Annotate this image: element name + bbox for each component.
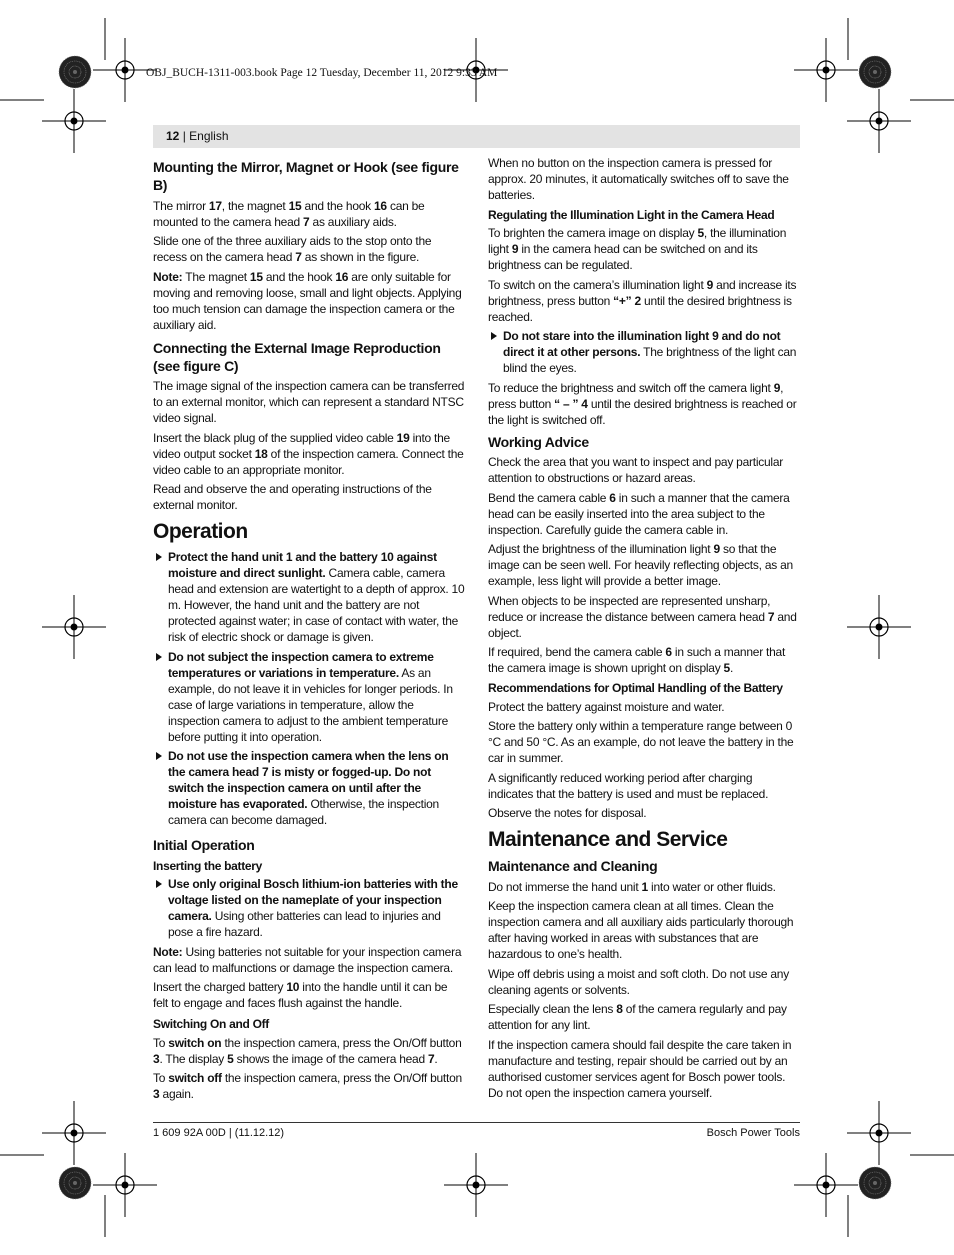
cleaning-heading: Maintenance and Cleaning xyxy=(488,858,658,874)
clean-paragraph-5: If the inspection camera should fail despite the care taken in manufacture and testing, repair should be carried out by an authorised customer services agent for Bosch power tools. Do not open the inspection camera yourself. xyxy=(488,1037,792,1100)
right-column xyxy=(488,155,800,1104)
battery-note: Note: Using batteries not suitable for your inspection camera can lead to malfunctions or damage the inspection camera. xyxy=(153,944,462,975)
warning-fogged-lens: Do not use the inspection camera when the lens on the camera head 7 is misty or fogged-up. Do not switch the inspection camera on until after the moisture has evaporated. Otherwise, the inspection camera can become damaged. xyxy=(153,748,465,828)
warning-arrow-icon xyxy=(491,332,497,340)
running-header-bar xyxy=(153,125,800,148)
warning-arrow-icon xyxy=(156,653,162,661)
connect-paragraph-2: Insert the black plug of the supplied video cable 19 into the video output socket 18 of the inspection camera. Connect the video cable to an appropriate monitor. xyxy=(153,430,464,477)
illumination-heading: Regulating the Illumination Light in the Camera Head xyxy=(488,207,775,222)
recommend-paragraph-3: A significantly reduced working period after charging indicates that the battery is used and must be replaced. xyxy=(488,770,769,801)
battery-paragraph: Insert the charged battery 10 into the handle until it can be felt to engage and faces flush against the handle. xyxy=(153,980,448,1010)
clean-paragraph-1: Do not immerse the hand unit 1 into water or other fluids. xyxy=(488,879,776,894)
advice-paragraph-1: Check the area that you want to inspect and pay particular attention to obstructions or hazard areas. xyxy=(488,455,784,485)
header-language: English xyxy=(189,129,229,143)
recommend-paragraph-4: Observe the notes for disposal. xyxy=(488,806,647,820)
footer-doc-number: 1 609 92A 00D | (11.12.12) xyxy=(153,1127,285,1139)
advice-paragraph-2: Bend the camera cable 6 in such a manner that the camera head can be easily inserted into the area subject to the inspection. Carefully guide the camera cable in. xyxy=(488,490,790,537)
warning-arrow-icon xyxy=(156,752,162,760)
advice-paragraph-3: Adjust the brightness of the illumination light 9 so that the image can be seen well. For heavily reflecting objects, as an example, less light will provide a better image. xyxy=(488,542,793,588)
clean-paragraph-2: Keep the inspection camera clean at all times. Clean the inspection camera and all auxiliary aids particularly thorough after having worked in areas with substances that are hazardous to one’s health. xyxy=(488,899,794,961)
advice-paragraph-5: If required, bend the camera cable 6 in such a manner that the camera image is shown upright on display 5. xyxy=(488,645,786,675)
recommend-paragraph-2: Store the battery only within a temperature range between 0 °C and 50 °C. As an example, do not leave the battery in the car in summer. xyxy=(488,719,794,765)
mirror-paragraph-1: The mirror 17, the magnet 15 and the hook 16 can be mounted to the camera head 7 as auxiliary aids. xyxy=(153,198,425,229)
switch-on-paragraph: To switch on the inspection camera, press the On/Off button 3. The display 5 shows the image of the camera head 7. xyxy=(153,1035,462,1066)
illumination-paragraph-1: To brighten the camera image on display 5, the illumination light 9 in the camera head can be switched on and its brightness can be regulated. xyxy=(488,226,787,272)
advice-paragraph-4: When objects to be inspected are represented unsharp, reduce or increase the distance between camera head 7 and object. xyxy=(488,593,797,640)
connect-paragraph-3: Read and observe the and operating instructions of the external monitor. xyxy=(153,482,432,512)
warning-moisture: Protect the hand unit 1 and the battery 10 against moisture and direct sunlight. Camera cable, camera head and extension are watertight to a depth of approx. 10 m. However, the hand unit and the battery are not protected against water; in case of contact with water, the risk of electric shock or damage is given. xyxy=(153,549,465,645)
running-header xyxy=(166,129,229,143)
connect-paragraph-1: The image signal of the inspection camera can be transferred to an external monitor, which can represent a standard NTSC video signal. xyxy=(153,379,465,425)
warning-arrow-icon xyxy=(156,553,162,561)
operation-heading: Operation xyxy=(153,520,248,543)
switch-off-paragraph: To switch off the inspection camera, press the On/Off button 3 again. xyxy=(153,1071,462,1101)
warning-original-batteries: Use only original Bosch lithium-ion batteries with the voltage listed on the nameplate of your inspection camera. Using other batteries can lead to injuries and pose a fire hazard. xyxy=(153,876,465,940)
inserting-battery-heading: Inserting the battery xyxy=(153,858,263,873)
working-advice-heading: Working Advice xyxy=(488,433,589,450)
mirror-paragraph-2: Slide one of the three auxiliary aids to the stop onto the recess on the camera head 7 as shown in the figure. xyxy=(153,234,432,264)
initial-operation-heading: Initial Operation xyxy=(153,837,255,853)
recommend-paragraph-1: Protect the battery against moisture and water. xyxy=(488,699,725,714)
header-separator: | xyxy=(179,129,190,143)
auto-off-paragraph: When no button on the inspection camera is pressed for approx. 20 minutes, it automatically switches off to save the batteries. xyxy=(488,156,789,202)
footer-brand: Bosch Power Tools xyxy=(706,1127,800,1139)
warning-illumination: Do not stare into the illumination light 9 and do not direct it at other persons. The brightness of the light can blind the eyes. xyxy=(488,328,800,376)
mirror-note: Note: The magnet 15 and the hook 16 are only suitable for moving and removing loose, small and light objects. Applying too much tension can damage the inspection camera or the auxiliary aid. xyxy=(153,269,462,332)
battery-recommendations-heading: Recommendations for Optimal Handling of the Battery xyxy=(488,681,783,695)
illumination-paragraph-3: To reduce the brightness and switch off the camera light 9, press button “ – ” 4 until the desired brightness is reached or the light is switched off. xyxy=(488,380,797,427)
page-number: 12 xyxy=(166,129,180,143)
warning-arrow-icon xyxy=(156,880,162,888)
clean-paragraph-3: Wipe off debris using a moist and soft cloth. Do not use any cleaning agents or solvents. xyxy=(488,966,789,997)
connect-heading: Connecting the External Image Reproduction (see figure C) xyxy=(153,339,441,374)
print-slug: OBJ_BUCH-1311-003.book Page 12 Tuesday, December 11, 2012 9:33 AM xyxy=(146,67,498,79)
maintenance-heading: Maintenance and Service xyxy=(488,828,728,851)
illumination-paragraph-2: To switch on the camera’s illumination light 9 and increase its brightness, press button “+” 2 until the desired brightness is reached. xyxy=(488,277,797,324)
left-column xyxy=(153,155,465,1106)
switching-heading: Switching On and Off xyxy=(153,1017,269,1031)
footer-rule xyxy=(153,1122,800,1123)
mirror-heading: Mounting the Mirror, Magnet or Hook (see figure B) xyxy=(153,159,459,193)
warning-temperature: Do not subject the inspection camera to extreme temperatures or variations in temperature. As an example, do not leave it in vehicles for longer periods. In case of large variations in temperature, allow the inspection camera to adjust to the ambient temperature before putting it into operation. xyxy=(153,649,465,745)
clean-paragraph-4: Especially clean the lens 8 of the camera regularly and pay attention for any lint. xyxy=(488,1002,787,1032)
